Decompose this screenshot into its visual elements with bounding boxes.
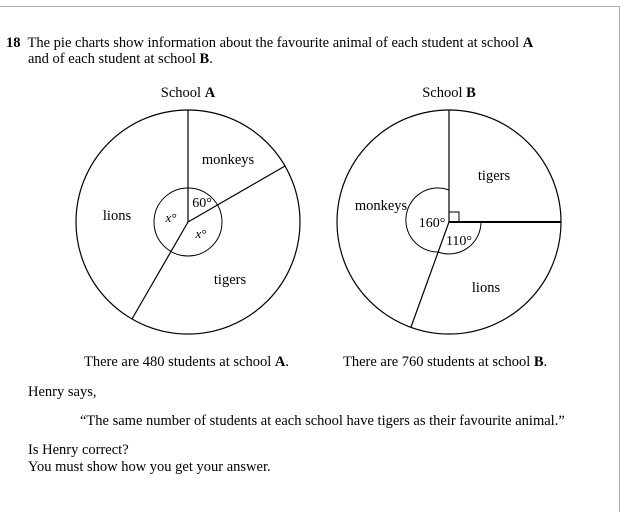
school-a-label-monkeys: monkeys [201, 152, 255, 168]
school-b-angle-monkeys: 160° [418, 216, 446, 231]
question-number: 18 [6, 35, 21, 51]
school-b-label-tigers: tigers [477, 168, 511, 184]
school-b-title: School B [422, 85, 476, 101]
school-a-title: School A [160, 85, 216, 101]
school-b-bold: B [199, 51, 210, 67]
school-b-angle-lions: 110° [445, 234, 473, 249]
henry-says: Henry says, [28, 384, 97, 400]
school-a-angle-tigers: x° [195, 226, 207, 241]
school-a-radius-right [188, 166, 285, 222]
school-b-right-angle-mark [449, 212, 459, 222]
school-a-bold: A [522, 35, 534, 51]
school-b-caption: There are 760 students at school B. [343, 354, 548, 370]
school-b-label-lions: lions [471, 280, 501, 296]
school-b-radius-lower [411, 222, 449, 327]
school-a-label-lions: lions [102, 208, 132, 224]
school-a-angle-lions: x° [165, 210, 177, 225]
question-text-1: The pie charts show information about the favourite animal of each student at school [27, 35, 523, 51]
school-a-angle-monkeys: 60° [192, 196, 212, 211]
task-question: Is Henry correct? [28, 442, 129, 458]
task-instruction: You must show how you get your answer. [28, 459, 271, 475]
henry-quote: “The same number of students at each school have tigers as their favourite animal.” [80, 413, 565, 429]
question-text-2: and of each student at school [28, 51, 200, 67]
school-a-radius-lower [132, 222, 188, 319]
school-a-caption: There are 480 students at school A. [84, 354, 289, 370]
school-a-label-tigers: tigers [213, 272, 247, 288]
school-b-label-monkeys: monkeys [354, 198, 408, 214]
question-line-2: and of each student at school B. [28, 51, 213, 67]
school-b-pie [337, 110, 561, 334]
